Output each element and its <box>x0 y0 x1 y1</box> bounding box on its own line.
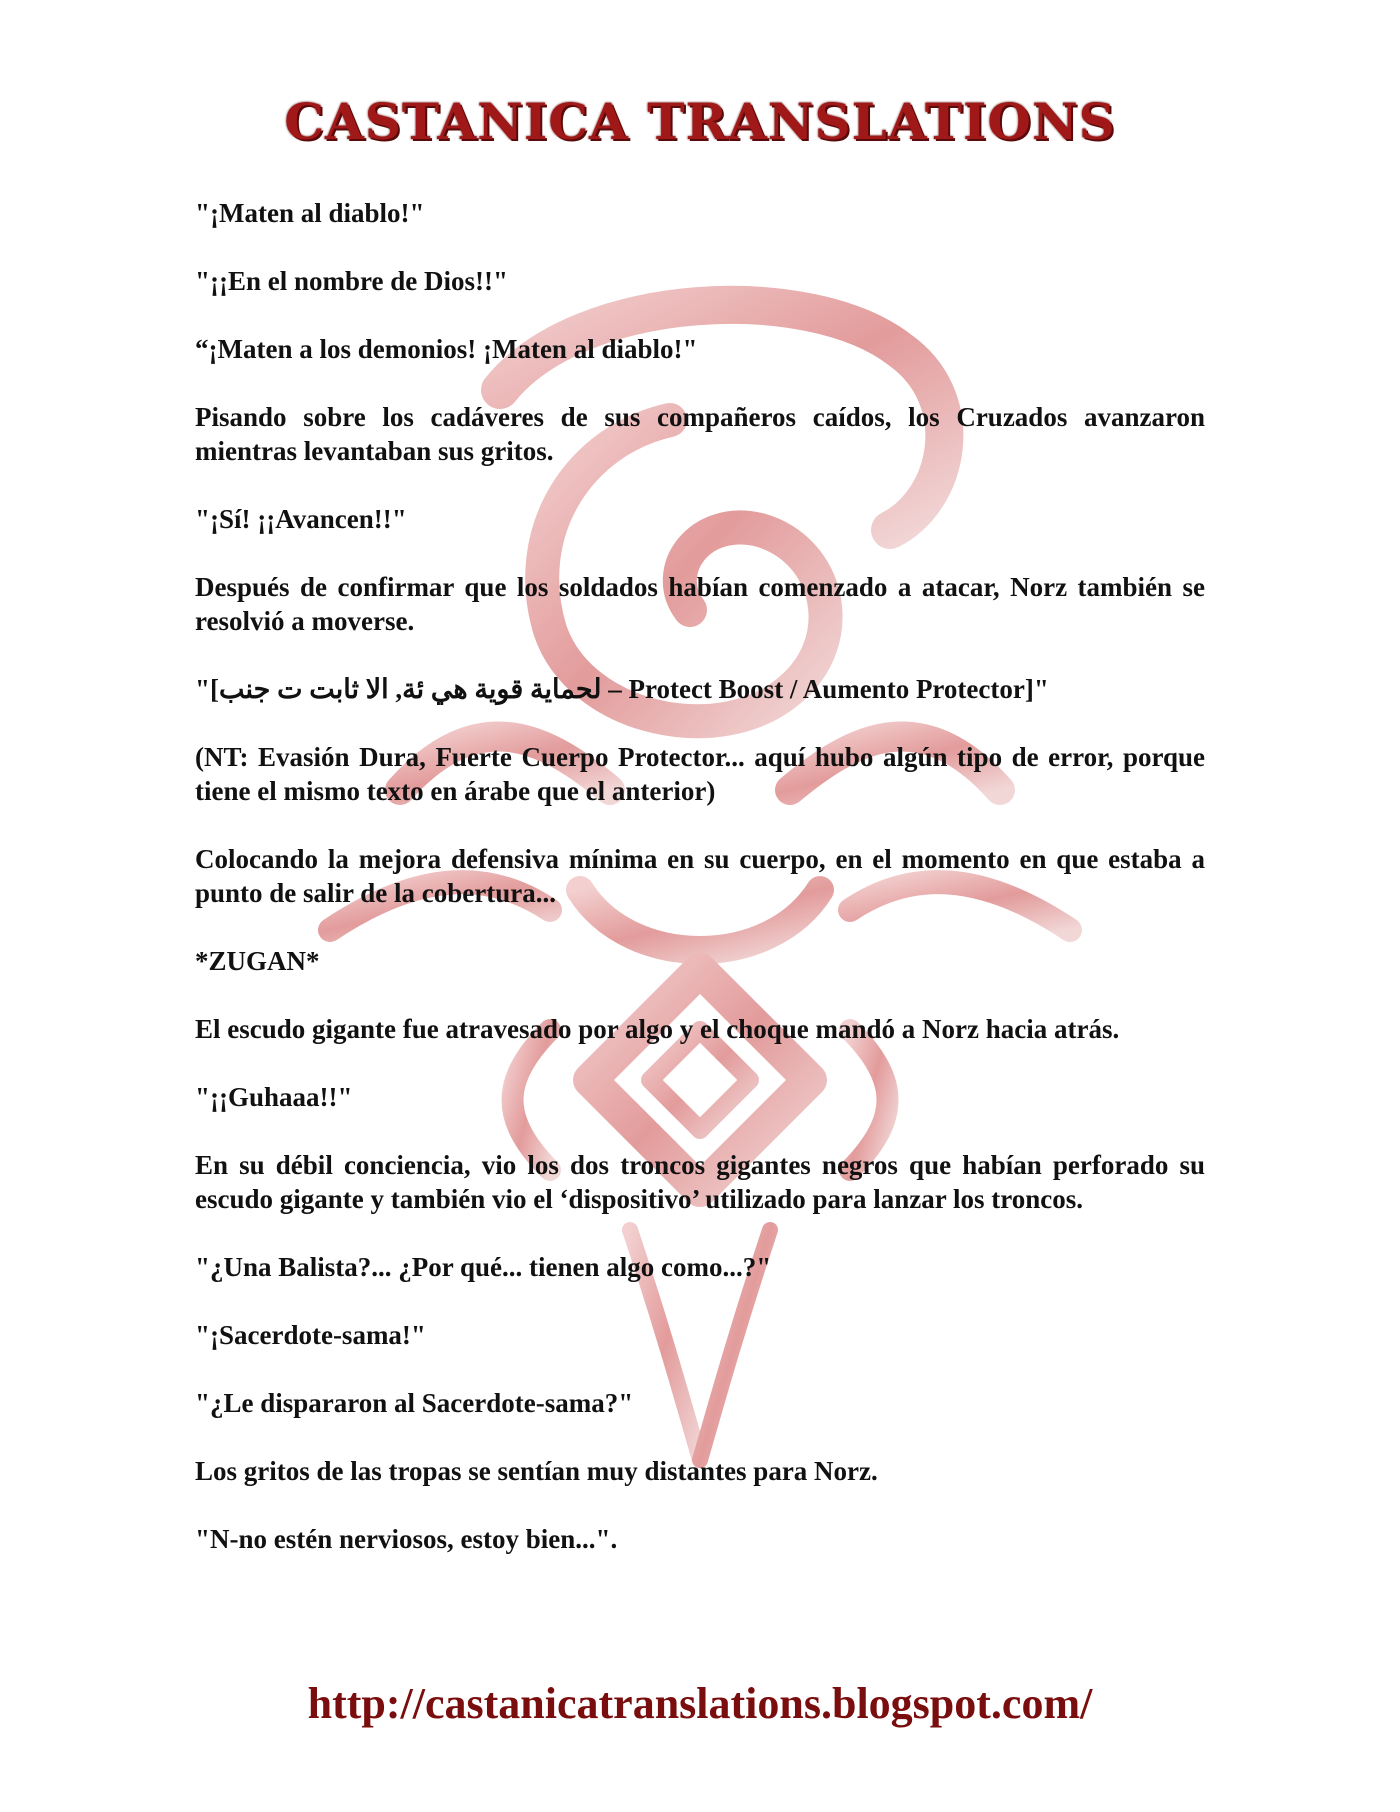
paragraph: "¡Sí! ¡¡Avancen!!" <box>195 504 407 534</box>
paragraph: "¡¡En el nombre de Dios!!" <box>195 266 508 296</box>
paragraph: "¿Una Balista?... ¿Por qué... tienen algo como...?" <box>195 1252 772 1282</box>
paragraph: “¡Maten a los demonios! ¡Maten al diablo!" <box>195 334 698 364</box>
paragraph: "N-no estén nerviosos, estoy bien...". <box>195 1524 618 1554</box>
paragraph: En su débil conciencia, vio los dos troncos gigantes negros que habían perforado su escudo gigante y también vio el ‘dispositivo’ utilizado para lanzar los troncos. <box>195 1150 1205 1214</box>
paragraph: El escudo gigante fue atravesado por algo y el choque mandó a Norz hacia atrás. <box>195 1014 1120 1044</box>
paragraph: Después de confirmar que los soldados habían comenzado a atacar, Norz también se resolvió a moverse. <box>195 572 1205 636</box>
paragraph: Colocando la mejora defensiva mínima en su cuerpo, en el momento en que estaba a punto de salir de la cobertura... <box>195 844 1205 908</box>
paragraph: Los gritos de las tropas se sentían muy distantes para Norz. <box>195 1456 878 1486</box>
page-title: CASTANICA TRANSLATIONS <box>284 92 1116 151</box>
paragraph: Pisando sobre los cadáveres de sus compañeros caídos, los Cruzados avanzaron mientras levantaban sus gritos. <box>195 402 1205 466</box>
paragraph: "¡Maten al diablo!" <box>195 198 425 228</box>
story-text <box>195 196 1205 1590</box>
paragraph: *ZUGAN* <box>195 946 320 976</box>
paragraph: "¡¡Guhaaa!!" <box>195 1082 353 1112</box>
paragraph: "¿Le dispararon al Sacerdote-sama?" <box>195 1388 634 1418</box>
paragraph: (NT: Evasión Dura, Fuerte Cuerpo Protector... aquí hubo algún tipo de error, porque tiene el mismo texto en árabe que el anterior) <box>195 742 1205 806</box>
paragraph: "[لحماية قوية هي ئة, الا ثابت ت جنب – Protect Boost / Aumento Protector]" <box>195 674 1049 704</box>
paragraph: "¡Sacerdote-sama!" <box>195 1320 426 1350</box>
footer-url-link[interactable]: http://castanicatranslations.blogspot.com/ <box>307 1679 1093 1728</box>
